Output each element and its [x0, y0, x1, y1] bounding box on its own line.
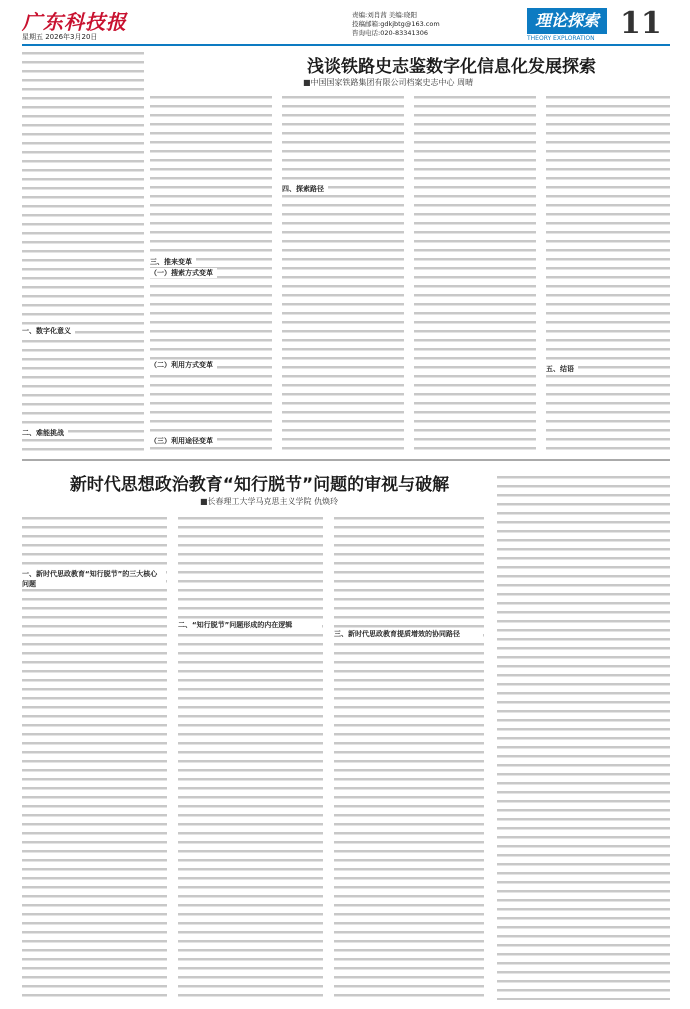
section-heading: 五、结语 — [546, 364, 578, 374]
text-column — [178, 515, 323, 1000]
masthead — [22, 6, 670, 42]
section-heading: 三、新时代思政教育提质增效的协同路径 — [334, 629, 483, 639]
header-rule — [22, 44, 670, 46]
section-heading: 一、新时代思政教育“知行脱节”的三大核心问题 — [22, 569, 166, 589]
page-number: 11 — [620, 6, 662, 41]
section-heading: 一、数字化意义 — [22, 326, 75, 336]
section-heading: 二、难能挑战 — [22, 428, 68, 438]
section-subtitle: THEORY EXPLORATION — [527, 35, 595, 42]
text-column — [22, 50, 144, 455]
article-divider — [22, 459, 670, 461]
section-heading: （二）利用方式变革 — [150, 360, 217, 370]
article-title: 新时代思想政治教育“知行脱节”问题的审视与破解 — [69, 475, 450, 495]
editor-line: 咨询电话:020-83341306 — [352, 29, 429, 37]
text-column — [546, 94, 670, 455]
editor-info — [352, 11, 440, 38]
text-column — [414, 94, 536, 455]
section-heading: 二、“知行脱节”问题形成的内在逻辑 — [178, 620, 322, 630]
editor-line: 投稿邮箱:gdkjbtg@163.com — [352, 20, 440, 28]
text-column — [334, 515, 484, 1000]
article-byline: ■中国国家铁路集团有限公司档案史志中心 周晴 — [303, 78, 474, 87]
editor-line: 责编:刘肖茜 美编:晓阳 — [352, 11, 417, 19]
section-badge: 理论探索 — [527, 8, 607, 34]
article-title: 浅谈铁路史志鉴数字化信息化发展探索 — [307, 57, 596, 77]
newspaper-logo: 广东科技报 — [22, 10, 127, 34]
section-heading: （一）搜索方式变革 — [150, 268, 217, 278]
text-column — [282, 94, 404, 455]
issue-date: 星期五 2026年3月20日 — [22, 33, 98, 41]
section-heading: （三）利用途径变革 — [150, 436, 217, 446]
article-byline: ■长春理工大学马克思主义学院 仇焕玲 — [200, 497, 339, 506]
section-heading: 四、探索路径 — [282, 184, 328, 194]
text-column — [497, 474, 670, 1000]
section-heading: 三、推来变革 — [150, 257, 196, 267]
